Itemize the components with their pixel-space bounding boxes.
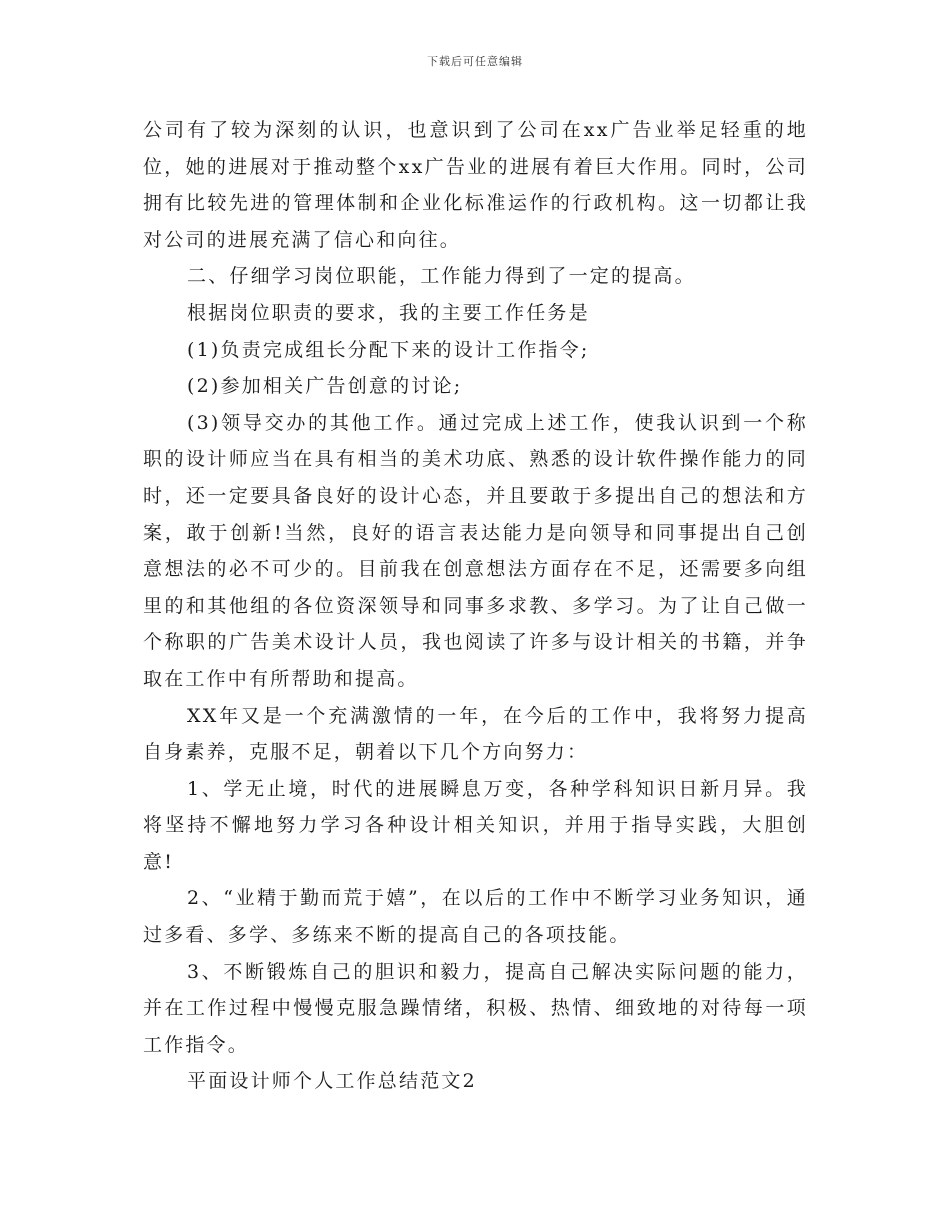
list-item-duty-2: (2)参加相关广告创意的讨论;: [187, 375, 463, 398]
section-title-next: 平面设计师个人工作总结范文2: [187, 1070, 477, 1093]
list-item-duty-3: (3)领导交办的其他工作。通过完成上述工作，使我认识到一个称职的设计师应当在具有相当的美术功底、熟悉的设计软件操作能力的同时，还一定要具备良好的设计心态，并且要敢于多提出自己的想法和方案，敢于创新!当然，良好的语言表达能力是向领导和同事提出自己创意想法的必不可少的。目前我在创意想法方面存在不足，还需要多向组里的和其他组的各位资深领导和同事多求教、多学习。为了让自己做一个称职的广告美术设计人员，我也阅读了许多与设计相关的书籍，并争取在工作中有所帮助和提高。: [143, 411, 808, 690]
document-body: [143, 112, 808, 1100]
list-item-goal-2: 2、“业精于勤而荒于嬉”，在以后的工作中不断学习业务知识，通过多看、多学、多练来不断的提高自己的各项技能。: [143, 887, 808, 947]
paragraph-duties-intro: 根据岗位职责的要求，我的主要工作任务是: [187, 301, 590, 324]
list-item-goal-3: 3、不断锻炼自己的胆识和毅力，提高自己解决实际问题的能力，并在工作过程中慢慢克服急躁情绪，积极、热情、细致地的对待每一项工作指令。: [143, 960, 808, 1056]
list-item-duty-1: (1)负责完成组长分配下来的设计工作指令;: [187, 338, 590, 361]
page-header: 下载后可任意编辑: [427, 55, 523, 68]
heading-section-two: 二、仔细学习岗位职能，工作能力得到了一定的提高。: [187, 265, 696, 288]
paragraph-year-outlook: XX年又是一个充满激情的一年，在今后的工作中，我将努力提高自身素养，克服不足，朝着以下几个方向努力：: [143, 704, 808, 764]
paragraph-company-intro: 公司有了较为深刻的认识，也意识到了公司在xx广告业举足轻重的地位，她的进展对于推动整个xx广告业的进展有着巨大作用。同时，公司拥有比较先进的管理体制和企业化标准运作的行政机构。这一切都让我对公司的进展充满了信心和向往。: [143, 119, 808, 251]
list-item-goal-1: 1、学无止境，时代的进展瞬息万变，各种学科知识日新月异。我将坚持不懈地努力学习各种设计相关知识，并用于指导实践，大胆创意!: [143, 777, 808, 873]
